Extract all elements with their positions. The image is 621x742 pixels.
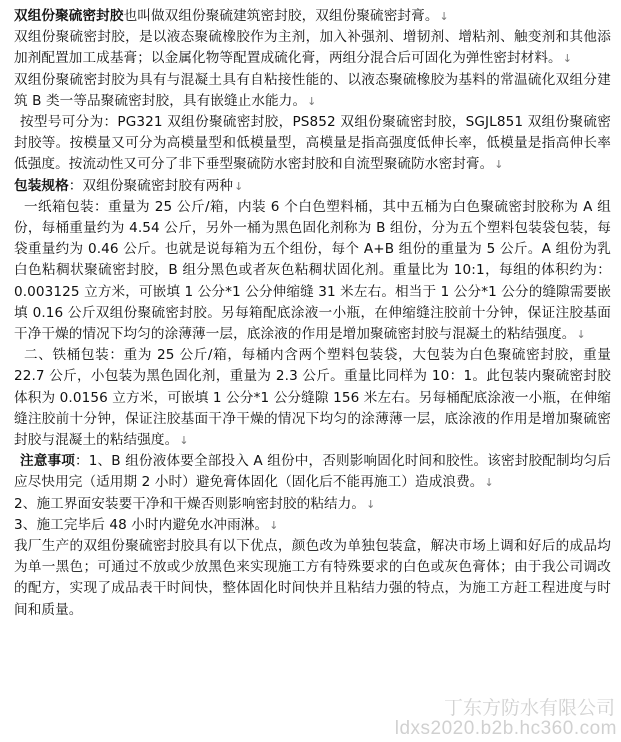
paragraph-definition — [14, 27, 611, 69]
models-text: 按型号可分为：PG321 双组份聚硫密封胶，PS852 双组份聚硫密封胶，SGJL851 双组份聚硫密封胶等。按模量又可分为高模量型和低模量型，高模量是指高强度低伸长率，低模量是指高伸长率低强度。按流动性又可分了非下垂型聚硫防水密封胶和自流型聚硫防水密封膏。 — [14, 114, 611, 173]
intro-text: 也叫做双组份聚硫建筑密封胶，双组份聚硫密封膏。 — [123, 8, 439, 24]
paragraph-mark-icon: ↓ — [179, 434, 189, 448]
paragraph-notes — [14, 451, 611, 493]
paragraph-mark-icon: ↓ — [439, 10, 449, 23]
advantages-text: 我厂生产的双组份聚硫密封胶具有以下优点，颜色改为单独包装盒，解决市场上调和好后的成品均为单一黑色；可通过不放或少放黑色来实现施工方有特殊要求的白色或灰色膏体；由于我公司调改的配方，实现了成品表干时间快，整体固化时间快并且粘结力强的特点，为施工方赶工程进度与时间和质量。 — [14, 538, 611, 618]
paragraph-packaging-heading — [14, 176, 611, 197]
paragraph-note-2 — [14, 494, 611, 515]
note-2-text: 2、施工界面安装要干净和干燥否则影响密封胶的粘结力。 — [14, 495, 366, 512]
drum-packaging-text: 二、铁桶包装：重为 25 公斤/箱，每桶内含两个塑料包装袋，大包装为白色聚硫密封胶，重量 22.7 公斤，小包装为黑色固化剂，重量为 2.3 公斤。重量比同样为 10：1。此包装内聚硫密封胶体积为 0.0156 立方米，可嵌填 1 公分*1 公分缝隙 156 米左右。另每桶配底涂液一小瓶，在伸缩缝注胶前十分钟，保证注胶基面干净干燥的情况下均匀的涂薄薄一层，底涂液的作用是增加聚硫密封胶与混凝土的粘结强度。 — [14, 347, 611, 449]
paragraph-mark-icon: ↓ — [562, 52, 573, 66]
carton-packaging-text: 一纸箱包装：重量为 25 公斤/箱，内装 6 个白色塑料桶，其中五桶为白色聚硫密封胶称为 A 组份，每桶重量约为 4.54 公斤，另外一桶为黑色固化剂称为 B 组份，分为五个塑料包装袋包装，每袋重量约为 0.46 公斤。也就是说每箱为五个组份，每个 A+B 组份的重量为 5 公斤。A 组份为乳白色粘稠状聚硫密封胶，B 组分黑色或者灰色粘稠状固化剂。重量比为 10:1，每组的体积约为：0.003125 立方米，可嵌填 1 公分*1 公分伸缩缝 31 米左右。相当于 1 公分*1 公分的缝隙需要嵌填 0.16 公斤双组份聚硫密封胶。另每箱配底涂液一小瓶，在伸缩缝注胶前十分钟，保证注胶基面干净干燥的情况下均匀的涂薄薄一层，底涂液的作用是增加聚硫密封胶与混凝土的粘结强度。 — [14, 198, 611, 343]
definition-text: 双组份聚硫密封胶，是以液态聚硫橡胶作为主剂，加入补强剂、增韧剂、增粘剂、触变剂和其他添加剂配置加工成基膏；以金属化物等配置成硫化膏，两组分混合后可固化为弹性密封材料。 — [14, 29, 611, 67]
watermark-company: 丁东方防水有限公司 — [443, 698, 615, 719]
paragraph-mark-icon: ↓ — [484, 476, 494, 490]
paragraph-mark-icon: ↓ — [494, 158, 504, 172]
paragraph-models — [14, 112, 611, 176]
paragraph-mark-icon: ↓ — [307, 94, 317, 108]
notes-text: ：1、B 组份液体要全部投入 A 组份中，否则影响固化时间和胶性。该密封胶配制均匀后应尽快用完（适用期 2 小时）避免膏体固化（固化后不能再施工）造成浪费。 — [14, 453, 611, 491]
packaging-bold-term: 包装规格 — [14, 177, 69, 194]
watermark-url: ldxs2020.b2b.hc360.com — [394, 718, 617, 739]
paragraph-mark-icon: ↓ — [576, 328, 586, 342]
paragraph-mark-icon: ↓ — [269, 518, 279, 532]
intro-bold-term: 双组份聚硫密封胶 — [14, 8, 124, 24]
paragraph-mark-icon: ↓ — [366, 497, 376, 511]
notes-bold-term: 注意事项 — [20, 453, 75, 470]
properties-text: 双组份聚硫密封胶为具有与混凝土具有自粘接性能的、以液态聚硫橡胶为基料的常温硫化双组分建筑 B 类一等品聚硫密封胶，具有嵌缝止水能力。 — [14, 71, 611, 109]
paragraph-properties — [14, 70, 611, 112]
paragraph-carton-packaging — [14, 197, 611, 345]
paragraph-advantages — [14, 536, 611, 621]
paragraph-drum-packaging — [14, 345, 611, 451]
paragraph-mark-icon: ↓ — [234, 179, 244, 193]
paragraph-intro — [14, 6, 611, 27]
packaging-heading-text: ：双组份聚硫密封胶有两种 — [68, 177, 234, 194]
note-3-text: 3、施工完毕后 48 小时内避免水冲雨淋。 — [14, 516, 269, 533]
paragraph-note-3 — [14, 515, 611, 536]
